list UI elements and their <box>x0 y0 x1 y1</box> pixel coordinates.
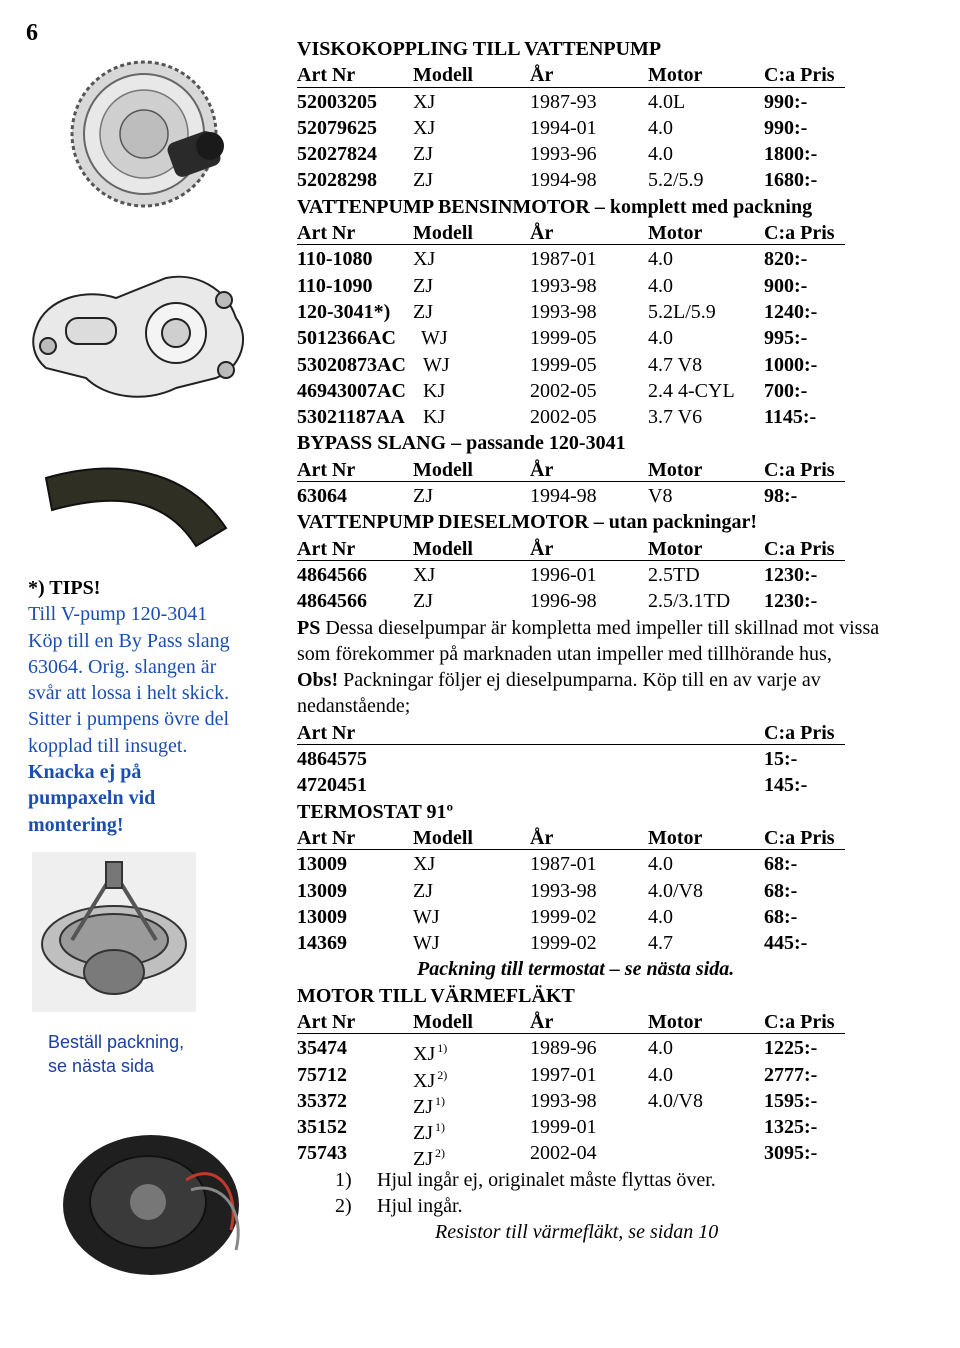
cell-model: KJ <box>423 379 446 402</box>
cell-art: 52079625 <box>297 116 377 139</box>
cell-price: 990:- <box>764 116 808 139</box>
cell-model: ZJ <box>413 879 433 902</box>
order-note <box>48 1030 184 1078</box>
cell-model: KJ <box>423 406 446 429</box>
diesel-obs-note <box>297 667 907 720</box>
cell-price: 1680:- <box>764 169 818 192</box>
cell-model: ZJ <box>413 485 433 508</box>
table-row <box>297 89 937 115</box>
cell-art: 13009 <box>297 853 347 876</box>
cell-price: 445:- <box>764 932 808 955</box>
cell-price: 68:- <box>764 905 798 928</box>
cell-price: 2777:- <box>764 1063 818 1086</box>
header-underline <box>297 1007 845 1034</box>
cell-model: XJ <box>413 90 436 113</box>
cell-price: 1240:- <box>764 300 818 323</box>
header-price: C:a Pris <box>764 458 835 481</box>
cell-engine: 4.0 <box>648 853 673 876</box>
cell-year: 1997-01 <box>530 1063 597 1086</box>
gasket-table-header <box>297 720 937 746</box>
cell-art: 52027824 <box>297 143 377 166</box>
cell-price: 1325:- <box>764 1116 818 1139</box>
cell-price: 3095:- <box>764 1142 818 1165</box>
model-text: XJ <box>413 1069 436 1092</box>
cell-art: 52003205 <box>297 90 377 113</box>
tips-line: Till V-pump 120-3041 <box>28 603 208 626</box>
cell-engine: V8 <box>648 485 673 508</box>
cell-model: WJ <box>421 327 448 350</box>
table-row <box>297 273 937 299</box>
table-row <box>297 483 937 509</box>
table-row <box>297 746 937 772</box>
cell-year: 1999-01 <box>530 1116 597 1139</box>
cell-art: 75712 <box>297 1063 347 1086</box>
model-text: ZJ <box>413 1122 433 1145</box>
table-row <box>297 1088 937 1118</box>
footnote-ref: 1) <box>435 1120 445 1135</box>
tips-warning-line: Knacka ej på <box>28 761 142 784</box>
tips-line: Köp till en By Pass slang <box>28 629 230 652</box>
cell-year: 2002-04 <box>530 1142 597 1165</box>
header-engine: Motor <box>648 1010 703 1033</box>
cell-engine: 4.0 <box>648 1063 673 1086</box>
cell-year: 1993-98 <box>530 879 597 902</box>
cell-price: 68:- <box>764 879 798 902</box>
tips-line: 63064. Orig. slangen är <box>28 655 217 678</box>
water-pump-drawing <box>33 277 243 397</box>
cell-art: 110-1090 <box>297 274 373 297</box>
cell-engine: 4.0 <box>648 905 673 928</box>
cell-model: XJ <box>413 248 436 271</box>
cell-art: 35372 <box>297 1089 347 1112</box>
cell-price: 98:- <box>764 485 798 508</box>
cell-model: WJ <box>413 905 440 928</box>
header-art: Art Nr <box>297 1010 356 1033</box>
cell-model: XJ <box>413 853 436 876</box>
table-row <box>297 1140 937 1171</box>
header-year: År <box>530 222 554 245</box>
header-underline <box>297 823 845 850</box>
cell-price: 820:- <box>764 248 808 271</box>
section-title-bypass: BYPASS SLANG – passande 120-3041 <box>297 432 626 455</box>
cell-art: 13009 <box>297 879 347 902</box>
table-row <box>297 115 937 141</box>
table-row <box>297 1114 937 1145</box>
cell-engine: 4.0 <box>648 1037 673 1060</box>
cell-year: 1993-98 <box>530 300 597 323</box>
header-underline <box>297 534 845 561</box>
header-underline <box>297 60 845 87</box>
cell-price: 1225:- <box>764 1037 818 1060</box>
ps-label: PS <box>297 616 321 639</box>
cell-price: 700:- <box>764 379 808 402</box>
cell-price: 68:- <box>764 853 798 876</box>
header-model: Modell <box>413 537 473 560</box>
cell-art: 53020873AC <box>297 353 406 376</box>
cell-model: ZJ <box>413 300 433 323</box>
header-year: År <box>530 826 554 849</box>
section-title-fan-clutch: VISKOKOPPLING TILL VATTENPUMP <box>297 38 662 60</box>
cell-engine: 2.4 4-CYL <box>648 379 735 402</box>
cell-art: 63064 <box>297 485 347 508</box>
header-art: Art Nr <box>297 64 356 87</box>
cell-year: 1994-01 <box>530 116 597 139</box>
footnote <box>297 1193 937 1219</box>
tips-warning-line: pumpaxeln vid <box>28 787 156 810</box>
cell-art: 4864566 <box>297 563 367 586</box>
cell-year: 2002-05 <box>530 406 597 429</box>
cell-art: 110-1080 <box>297 248 373 271</box>
thermostat-image <box>32 852 196 1012</box>
note-text: Packning till termostat – se nästa sida. <box>417 958 735 981</box>
cell-art: 75743 <box>297 1142 347 1165</box>
header-engine: Motor <box>648 537 703 560</box>
page-number: 6 <box>26 20 38 46</box>
footnote-text: Hjul ingår ej, originalet måste flyttas över. <box>377 1168 716 1191</box>
table-row <box>297 246 937 272</box>
cell-engine: 4.0 <box>648 116 673 139</box>
header-engine: Motor <box>648 222 703 245</box>
fan-clutch-image <box>62 34 242 234</box>
header-model: Modell <box>413 64 473 87</box>
cell-year: 1999-05 <box>530 353 597 376</box>
fan-clutch-drawing <box>72 62 224 206</box>
cell-year: 1993-98 <box>530 1089 597 1112</box>
header-model: Modell <box>413 826 473 849</box>
cell-price: 1145:- <box>764 406 817 429</box>
cell-art: 35152 <box>297 1116 347 1139</box>
section-title-petrol-pump: VATTENPUMP BENSINMOTOR – komplett med packning <box>297 195 813 218</box>
table-row <box>297 404 937 430</box>
table-row <box>297 904 937 930</box>
footnote-ref: 1) <box>435 1093 445 1108</box>
blower-motor-drawing <box>63 1135 239 1275</box>
header-art: Art Nr <box>297 458 356 481</box>
cell-art: 52028298 <box>297 169 377 192</box>
cell-engine: 4.0 <box>648 327 673 350</box>
header-engine: Motor <box>648 826 703 849</box>
table-header <box>297 62 937 88</box>
table-row <box>297 1062 937 1092</box>
cell-price: 1230:- <box>764 590 818 613</box>
header-underline <box>297 718 845 745</box>
table-row <box>297 141 937 167</box>
tips-box <box>28 575 268 838</box>
cell-year: 1989-96 <box>530 1037 597 1060</box>
header-art: Art Nr <box>297 222 356 245</box>
cell-engine: 2.5/3.1TD <box>648 590 731 613</box>
bypass-hose-image <box>36 448 246 558</box>
cell-engine: 4.0 <box>648 274 673 297</box>
table-row <box>297 352 937 378</box>
cell-art: 14369 <box>297 932 347 955</box>
cell-year: 1996-98 <box>530 590 597 613</box>
header-underline <box>297 218 845 245</box>
header-price: C:a Pris <box>764 537 835 560</box>
header-model: Modell <box>413 1010 473 1033</box>
cell-year: 1987-01 <box>530 853 597 876</box>
cell-year: 1999-05 <box>530 327 597 350</box>
tips-line: svår att lossa i helt skick. <box>28 682 230 705</box>
cell-year: 1994-98 <box>530 169 597 192</box>
table-row <box>297 325 937 351</box>
cell-price: 1230:- <box>764 563 818 586</box>
cell-year: 1994-98 <box>530 485 597 508</box>
tips-line: kopplad till insuget. <box>28 734 188 757</box>
footnote-ref: 2) <box>435 1146 445 1161</box>
cell-engine: 5.2/5.9 <box>648 169 704 192</box>
header-model: Modell <box>413 458 473 481</box>
header-underline <box>297 455 845 482</box>
footnote-text: Hjul ingår. <box>377 1195 463 1218</box>
footnote-ref: 1) <box>437 1041 448 1056</box>
table-row <box>297 378 937 404</box>
water-pump-image <box>26 258 266 408</box>
header-art: Art Nr <box>297 826 356 849</box>
cell-model: ZJ <box>413 274 433 297</box>
table-row <box>297 588 937 614</box>
table-header <box>297 536 937 562</box>
cell-art: 120-3041*) <box>297 300 391 323</box>
table-row <box>297 167 937 193</box>
model-text: ZJ <box>413 1148 433 1171</box>
ps-text: Dessa dieselpumpar är kompletta med impeller till skillnad mot vissa som förekommer på marknaden utan impeller med tillhörande hus, <box>297 616 880 665</box>
cell-price: 1000:- <box>764 353 818 376</box>
cell-price: 1800:- <box>764 143 818 166</box>
header-year: År <box>530 64 554 87</box>
table-header <box>297 457 937 483</box>
cell-engine: 4.0 <box>648 143 673 166</box>
cell-art: 4864575 <box>297 748 367 771</box>
cell-art: 35474 <box>297 1037 347 1060</box>
cell-model: XJ <box>413 116 436 139</box>
cell-year: 2002-05 <box>530 379 597 402</box>
table-header <box>297 1009 937 1035</box>
section-title-thermostat: TERMOSTAT 91º <box>297 800 454 823</box>
cell-art: 4720451 <box>297 774 367 797</box>
footnote <box>297 1167 937 1193</box>
cell-model: ZJ <box>413 590 433 613</box>
thermostat-gasket-note <box>297 956 937 982</box>
cell-year: 1993-96 <box>530 143 597 166</box>
header-price: C:a Pris <box>764 64 835 87</box>
cell-engine: 3.7 V6 <box>648 406 703 429</box>
cell-engine: 4.7 <box>648 932 673 955</box>
footnote-number: 2) <box>335 1195 352 1218</box>
resistor-note <box>297 1219 937 1245</box>
cell-year: 1999-02 <box>530 905 597 928</box>
cell-model: WJ <box>413 932 440 955</box>
header-year: År <box>530 458 554 481</box>
header-engine: Motor <box>648 458 703 481</box>
cell-engine: 4.0 <box>648 248 673 271</box>
cell-year: 1987-93 <box>530 90 597 113</box>
model-text: ZJ <box>413 1095 433 1118</box>
header-engine: Motor <box>648 64 703 87</box>
table-row <box>297 851 937 877</box>
cell-price: 15:- <box>764 748 798 771</box>
cell-model: ZJ <box>413 143 433 166</box>
table-row <box>297 299 937 325</box>
header-year: År <box>530 537 554 560</box>
obs-label: Obs! <box>297 669 339 692</box>
cell-engine: 5.2L/5.9 <box>648 300 716 323</box>
cell-price: 995:- <box>764 327 808 350</box>
cell-year: 1999-02 <box>530 932 597 955</box>
cell-engine: 4.0/V8 <box>648 879 703 902</box>
footnote-ref: 2) <box>437 1067 448 1082</box>
cell-art: 53021187AA <box>297 406 405 429</box>
bypass-hose-drawing <box>46 469 226 546</box>
table-row <box>297 772 937 798</box>
cell-year: 1987-01 <box>530 248 597 271</box>
header-price: C:a Pris <box>764 1010 835 1033</box>
header-model: Modell <box>413 222 473 245</box>
cell-art: 5012366AC <box>297 327 396 350</box>
header-art: Art Nr <box>297 721 356 744</box>
cell-engine: 4.7 V8 <box>648 353 703 376</box>
cell-year: 1996-01 <box>530 563 597 586</box>
header-price: C:a Pris <box>764 826 835 849</box>
cell-engine: 4.0L <box>648 90 686 113</box>
header-price: C:a Pris <box>764 222 835 245</box>
cell-engine: 4.0/V8 <box>648 1089 703 1112</box>
tips-line: Sitter i pumpens övre del <box>28 708 230 731</box>
blower-motor-image <box>56 1120 256 1290</box>
header-art: Art Nr <box>297 537 356 560</box>
resistor-note-text: Resistor till värmefläkt, se sidan 10 <box>435 1221 719 1244</box>
cell-price: 1595:- <box>764 1089 818 1112</box>
cell-price: 900:- <box>764 274 808 297</box>
table-row <box>297 930 937 956</box>
diesel-ps-note <box>297 615 907 668</box>
model-text: XJ <box>413 1043 436 1066</box>
header-price: C:a Pris <box>764 721 835 744</box>
order-note-line: Beställ packning, <box>48 1032 185 1052</box>
footnote-number: 1) <box>335 1168 352 1191</box>
cell-price: 990:- <box>764 90 808 113</box>
tips-warning-line: montering! <box>28 813 124 836</box>
cell-price: 145:- <box>764 774 808 797</box>
table-row <box>297 1035 937 1066</box>
cell-model: ZJ <box>413 169 433 192</box>
table-header <box>297 825 937 851</box>
cell-model: WJ <box>423 353 450 376</box>
section-title-blower: MOTOR TILL VÄRMEFLÄKT <box>297 984 575 1007</box>
catalog-content <box>297 36 937 1246</box>
header-year: År <box>530 1010 554 1033</box>
section-title-diesel-pump: VATTENPUMP DIESELMOTOR – utan packningar! <box>297 511 758 534</box>
cell-art: 13009 <box>297 905 347 928</box>
cell-year: 1993-98 <box>530 274 597 297</box>
obs-text: Packningar följer ej dieselpumparna. Köp till en av varje av nedanstående; <box>297 669 821 718</box>
table-row <box>297 562 937 588</box>
cell-model: XJ <box>413 563 436 586</box>
order-note-line: se nästa sida <box>48 1056 155 1076</box>
cell-art: 46943007AC <box>297 379 406 402</box>
table-row <box>297 878 937 904</box>
cell-art: 4864566 <box>297 590 367 613</box>
table-header <box>297 220 937 246</box>
cell-engine: 2.5TD <box>648 563 700 586</box>
tips-title: *) TIPS! <box>28 577 101 599</box>
